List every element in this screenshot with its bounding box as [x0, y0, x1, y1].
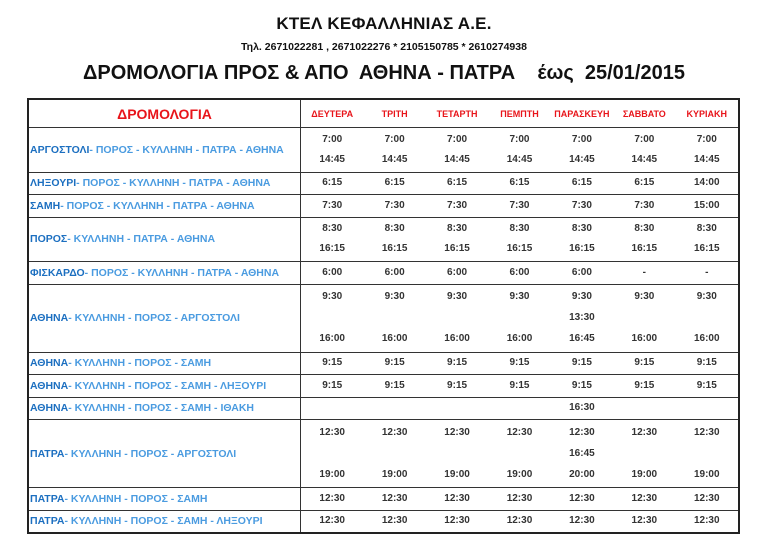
departure-times-cell [676, 195, 738, 217]
departure-time: 8:30 [384, 223, 405, 235]
departure-time: 7:00 [509, 133, 530, 145]
departure-times-cell [488, 398, 550, 420]
departure-times-cell [301, 375, 363, 397]
departure-time: 9:15 [696, 379, 717, 391]
departure-time: 12:30 [381, 515, 408, 527]
departure-time: 19:00 [444, 468, 470, 480]
departure-times-cell [426, 511, 488, 533]
day-header: ΔΕΥΤΕΡΑ [311, 108, 354, 119]
departure-times-cell [301, 195, 363, 217]
departure-time: 7:30 [384, 199, 405, 211]
departure-times-cell [551, 262, 613, 284]
route-name [29, 195, 301, 217]
departure-time: 12:30 [693, 515, 720, 527]
departure-time: 16:30 [569, 402, 595, 414]
departure-time: 15:00 [693, 199, 720, 211]
departure-time: 9:15 [696, 357, 717, 369]
departure-times-cell [551, 488, 613, 510]
departure-times-cell [613, 262, 675, 284]
departure-time: 6:00 [322, 266, 343, 278]
departure-time: 12:30 [319, 515, 345, 527]
departure-time: 7:00 [571, 133, 592, 145]
day-header: ΠΑΡΑΣΚΕΥΗ [554, 108, 610, 119]
departure-time: 6:15 [634, 177, 655, 189]
departure-time: 16:15 [506, 243, 533, 255]
departure-time: 12:30 [631, 492, 658, 504]
departure-times-cell [613, 353, 675, 375]
departure-time: 16:00 [319, 333, 345, 344]
route-stops: - ΠΟΡΟΣ - ΚΥΛΛΗΝΗ - ΠΑΤΡΑ - ΑΘΗΝΑ [84, 266, 280, 279]
route-name [29, 128, 301, 172]
departure-time: 6:15 [384, 177, 405, 189]
route-name [29, 398, 301, 420]
departure-time: 14:00 [693, 177, 720, 189]
departure-times-cell [301, 262, 363, 284]
departure-times-cell [301, 218, 363, 262]
departure-times-cell [613, 420, 675, 487]
departure-times-cell [426, 398, 488, 420]
schedule-table [27, 98, 740, 534]
departure-times-cell [363, 195, 425, 217]
departure-times-cell [363, 262, 425, 284]
departure-time: 14:45 [381, 153, 408, 165]
route-origin: ΑΘΗΝΑ [30, 379, 69, 392]
route-name [29, 285, 301, 352]
departure-time: 12:30 [631, 426, 658, 438]
route-origin: ΠΑΤΡΑ [30, 492, 65, 505]
departure-time: 12:30 [381, 492, 408, 504]
day-header: ΣΑΒΒΑΤΟ [622, 108, 666, 119]
departure-time: 6:00 [447, 266, 468, 278]
departure-times-cell [676, 398, 738, 420]
departure-time: 9:15 [634, 379, 655, 391]
departure-time: 8:30 [571, 223, 592, 235]
departure-time: 19:00 [693, 468, 720, 480]
page-title: ΔΡΟΜΟΛΟΓΙΑ ΠΡΟΣ & ΑΠΟ ΑΘΗΝΑ - ΠΑΤΡΑ έως 25/01/2015 [83, 62, 685, 84]
route-name [29, 173, 301, 195]
departure-time: 7:30 [447, 199, 468, 211]
departure-time: 9:15 [384, 357, 405, 369]
route-origin: ΦΙΣΚΑΡΔΟ [30, 266, 85, 279]
departure-time: 16:15 [381, 243, 408, 255]
departure-times-cell [613, 488, 675, 510]
day-header: ΤΡΙΤΗ [381, 108, 408, 119]
departure-times-cell [426, 218, 488, 262]
departure-times-cell [676, 375, 738, 397]
departure-times-cell [488, 173, 550, 195]
phone-numbers: Τηλ. 2671022281 , 2671022276 * 2105150785 * 2610274938 [241, 41, 527, 53]
departure-times-cell [488, 218, 550, 262]
departure-times-cell [301, 285, 363, 352]
route-origin: ΠΑΤΡΑ [30, 515, 65, 528]
departure-time: 16:45 [569, 333, 595, 344]
routes-column-header: ΔΡΟΜΟΛΟΓΙΑ [29, 100, 301, 127]
departure-time: - [642, 266, 646, 278]
departure-time: 16:15 [693, 243, 720, 255]
departure-time: 8:30 [322, 223, 343, 235]
departure-times-cell [363, 420, 425, 487]
table-row [29, 194, 738, 217]
day-headers [301, 100, 738, 127]
day-header: ΚΥΡΙΑΚΗ [686, 108, 727, 119]
departure-times-cell [488, 195, 550, 217]
departure-time: 6:15 [571, 177, 592, 189]
departure-times-cell [488, 375, 550, 397]
departure-time: 16:15 [631, 243, 658, 255]
departure-time: 16:00 [693, 333, 720, 344]
departure-time: 14:45 [693, 153, 720, 165]
departure-time: 12:30 [569, 426, 595, 438]
departure-time: 12:30 [444, 492, 470, 504]
departure-times-cell [613, 511, 675, 533]
departure-times-cell [363, 511, 425, 533]
departure-time: 9:30 [634, 291, 655, 302]
departure-times-cell [363, 353, 425, 375]
departure-time: 7:30 [571, 199, 592, 211]
departure-times-cell [551, 353, 613, 375]
departure-times-cell [551, 398, 613, 420]
departure-times-cell [676, 173, 738, 195]
departure-time: 7:00 [696, 133, 717, 145]
departure-times-cell [676, 128, 738, 172]
departure-time: 14:45 [444, 153, 470, 165]
departure-times-cell [301, 398, 363, 420]
departure-time: 12:30 [693, 426, 720, 438]
table-row [29, 172, 738, 195]
departure-time: 9:15 [447, 357, 468, 369]
departure-times-cell [488, 262, 550, 284]
table-header-row [29, 100, 738, 127]
route-stops: - ΚΥΛΛΗΝΗ - ΠΑΤΡΑ - ΑΘΗΝΑ [67, 233, 216, 246]
departure-time: 9:15 [509, 357, 530, 369]
departure-times-cell [676, 285, 738, 352]
departure-time: 13:30 [569, 312, 595, 323]
departure-time: 19:00 [381, 468, 408, 480]
departure-times-cell [363, 398, 425, 420]
departure-time: 8:30 [634, 223, 655, 235]
table-row [29, 284, 738, 352]
route-stops: - ΚΥΛΛΗΝΗ - ΠΟΡΟΣ - ΣΑΜΗ - ΛΗΞΟΥΡΙ [68, 379, 267, 392]
departure-time: 7:00 [384, 133, 405, 145]
departure-time: 14:45 [569, 153, 595, 165]
departure-times-cell [676, 420, 738, 487]
departure-time: 16:15 [319, 243, 345, 255]
departure-times-cell [613, 218, 675, 262]
departure-time: 8:30 [509, 223, 530, 235]
table-row [29, 397, 738, 420]
route-name [29, 488, 301, 510]
departure-time: 7:00 [634, 133, 655, 145]
departure-time: 7:30 [322, 199, 343, 211]
departure-time: 16:45 [569, 447, 595, 459]
departure-time: 9:15 [322, 379, 343, 391]
day-header: ΠΕΜΠΤΗ [500, 108, 539, 119]
departure-time: 9:30 [447, 291, 468, 302]
route-stops: - ΠΟΡΟΣ - ΚΥΛΛΗΝΗ - ΠΑΤΡΑ - ΑΘΗΝΑ [89, 143, 284, 156]
departure-times-cell [301, 420, 363, 487]
route-stops: - ΠΟΡΟΣ - ΚΥΛΛΗΝΗ - ΠΑΤΡΑ - ΑΘΗΝΑ [60, 199, 255, 212]
departure-time: 9:30 [322, 291, 343, 302]
route-name [29, 262, 301, 284]
departure-times-cell [363, 375, 425, 397]
departure-times-cell [613, 375, 675, 397]
route-name [29, 218, 301, 262]
departure-time: 14:45 [506, 153, 533, 165]
departure-time: - [705, 266, 709, 278]
table-row [29, 217, 738, 262]
departure-time: 12:30 [506, 492, 533, 504]
departure-times-cell [551, 375, 613, 397]
departure-times-cell [363, 218, 425, 262]
departure-time: 20:00 [569, 468, 595, 480]
route-stops: - ΚΥΛΛΗΝΗ - ΠΟΡΟΣ - ΣΑΜΗ - ΙΘΑΚΗ [68, 402, 254, 415]
departure-time: 16:00 [506, 333, 533, 344]
departure-time: 12:30 [444, 426, 470, 438]
route-origin: ΛΗΞΟΥΡΙ [30, 177, 77, 190]
departure-time: 14:45 [631, 153, 658, 165]
departure-time: 6:00 [384, 266, 405, 278]
departure-times-cell [488, 511, 550, 533]
departure-times-cell [551, 420, 613, 487]
departure-time: 6:00 [509, 266, 530, 278]
departure-times-cell [676, 488, 738, 510]
departure-times-cell [301, 488, 363, 510]
departure-time: 7:00 [322, 133, 343, 145]
table-row [29, 127, 738, 172]
departure-time: 9:15 [571, 357, 592, 369]
departure-times-cell [676, 353, 738, 375]
departure-times-cell [551, 128, 613, 172]
departure-time: 12:30 [631, 515, 658, 527]
departure-times-cell [363, 488, 425, 510]
departure-times-cell [488, 353, 550, 375]
departure-time: 16:00 [444, 333, 470, 344]
departure-time: 16:15 [569, 243, 595, 255]
departure-time: 19:00 [319, 468, 345, 480]
departure-time: 9:30 [571, 291, 592, 302]
departure-times-cell [426, 128, 488, 172]
departure-time: 6:15 [509, 177, 530, 189]
departure-times-cell [426, 173, 488, 195]
departure-time: 16:00 [381, 333, 408, 344]
departure-time: 12:30 [381, 426, 408, 438]
day-header: ΤΕΤΑΡΤΗ [436, 108, 478, 119]
departure-times-cell [363, 173, 425, 195]
departure-time: 9:15 [634, 357, 655, 369]
departure-times-cell [488, 488, 550, 510]
departure-times-cell [426, 420, 488, 487]
departure-times-cell [488, 128, 550, 172]
departure-time: 12:30 [569, 492, 595, 504]
departure-time: 9:15 [384, 379, 405, 391]
departure-times-cell [301, 353, 363, 375]
route-stops: - ΚΥΛΛΗΝΗ - ΠΟΡΟΣ - ΣΑΜΗ [68, 357, 212, 370]
departure-time: 19:00 [631, 468, 658, 480]
departure-time: 12:30 [444, 515, 470, 527]
departure-time: 19:00 [506, 468, 533, 480]
departure-times-cell [363, 285, 425, 352]
departure-time: 9:30 [384, 291, 405, 302]
departure-time: 16:00 [631, 333, 658, 344]
departure-time: 9:15 [509, 379, 530, 391]
departure-time: 12:30 [319, 492, 345, 504]
departure-times-cell [488, 285, 550, 352]
departure-time: 9:15 [322, 357, 343, 369]
departure-time: 12:30 [506, 515, 533, 527]
departure-times-cell [426, 488, 488, 510]
route-origin: ΑΘΗΝΑ [30, 402, 69, 415]
table-row [29, 510, 738, 533]
departure-times-cell [426, 375, 488, 397]
table-row [29, 487, 738, 510]
departure-times-cell [488, 420, 550, 487]
route-name [29, 375, 301, 397]
departure-times-cell [551, 511, 613, 533]
departure-time: 9:15 [447, 379, 468, 391]
route-stops: - ΚΥΛΛΗΝΗ - ΠΟΡΟΣ - ΣΑΜΗ - ΛΗΞΟΥΡΙ [64, 515, 263, 528]
route-origin: ΠΟΡΟΣ [30, 233, 68, 246]
departure-times-cell [613, 195, 675, 217]
route-stops: - ΠΟΡΟΣ - ΚΥΛΛΗΝΗ - ΠΑΤΡΑ - ΑΘΗΝΑ [76, 177, 271, 190]
departure-times-cell [613, 173, 675, 195]
departure-times-cell [301, 128, 363, 172]
departure-time: 12:30 [693, 492, 720, 504]
table-row [29, 419, 738, 487]
departure-time: 16:15 [444, 243, 470, 255]
departure-time: 7:30 [634, 199, 655, 211]
departure-time: 12:30 [569, 515, 595, 527]
departure-times-cell [301, 511, 363, 533]
route-origin: ΣΑΜΗ [30, 199, 61, 212]
table-row [29, 352, 738, 375]
route-origin: ΑΡΓΟΣΤΟΛΙ [30, 143, 90, 156]
route-name [29, 353, 301, 375]
departure-times-cell [301, 173, 363, 195]
departure-times-cell [613, 285, 675, 352]
route-stops: - ΚΥΛΛΗΝΗ - ΠΟΡΟΣ - ΑΡΓΟΣΤΟΛΙ [68, 312, 240, 324]
route-stops: - ΚΥΛΛΗΝΗ - ΠΟΡΟΣ - ΣΑΜΗ [64, 492, 208, 505]
departure-times-cell [676, 218, 738, 262]
departure-time: 9:30 [696, 291, 717, 302]
table-row [29, 261, 738, 284]
route-origin: ΑΘΗΝΑ [30, 357, 69, 370]
departure-time: 7:00 [447, 133, 468, 145]
route-name [29, 511, 301, 533]
route-stops: - ΚΥΛΛΗΝΗ - ΠΟΡΟΣ - ΑΡΓΟΣΤΟΛΙ [64, 447, 237, 460]
departure-times-cell [613, 128, 675, 172]
table-row [29, 374, 738, 397]
departure-times-cell [426, 195, 488, 217]
departure-times-cell [676, 262, 738, 284]
route-origin: ΠΑΤΡΑ [30, 447, 65, 460]
departure-time: 7:30 [509, 199, 530, 211]
departure-time: 14:45 [319, 153, 345, 165]
departure-times-cell [551, 195, 613, 217]
departure-time: 9:30 [509, 291, 530, 302]
departure-time: 12:30 [319, 426, 345, 438]
departure-time: 8:30 [447, 223, 468, 235]
route-name [29, 420, 301, 487]
departure-times-cell [551, 173, 613, 195]
departure-times-cell [551, 218, 613, 262]
departure-times-cell [426, 353, 488, 375]
route-origin: ΑΘΗΝΑ [30, 312, 69, 324]
departure-time: 9:15 [571, 379, 592, 391]
departure-times-cell [676, 511, 738, 533]
company-name: ΚΤΕΛ ΚΕΦΑΛΛΗΝΙΑΣ Α.Ε. [276, 14, 492, 33]
departure-time: 6:15 [447, 177, 468, 189]
departure-time: 6:15 [322, 177, 343, 189]
departure-times-cell [426, 285, 488, 352]
departure-times-cell [363, 128, 425, 172]
departure-time: 12:30 [506, 426, 533, 438]
departure-times-cell [551, 285, 613, 352]
departure-time: 8:30 [696, 223, 717, 235]
departure-times-cell [613, 398, 675, 420]
departure-times-cell [426, 262, 488, 284]
departure-time: 6:00 [571, 266, 592, 278]
